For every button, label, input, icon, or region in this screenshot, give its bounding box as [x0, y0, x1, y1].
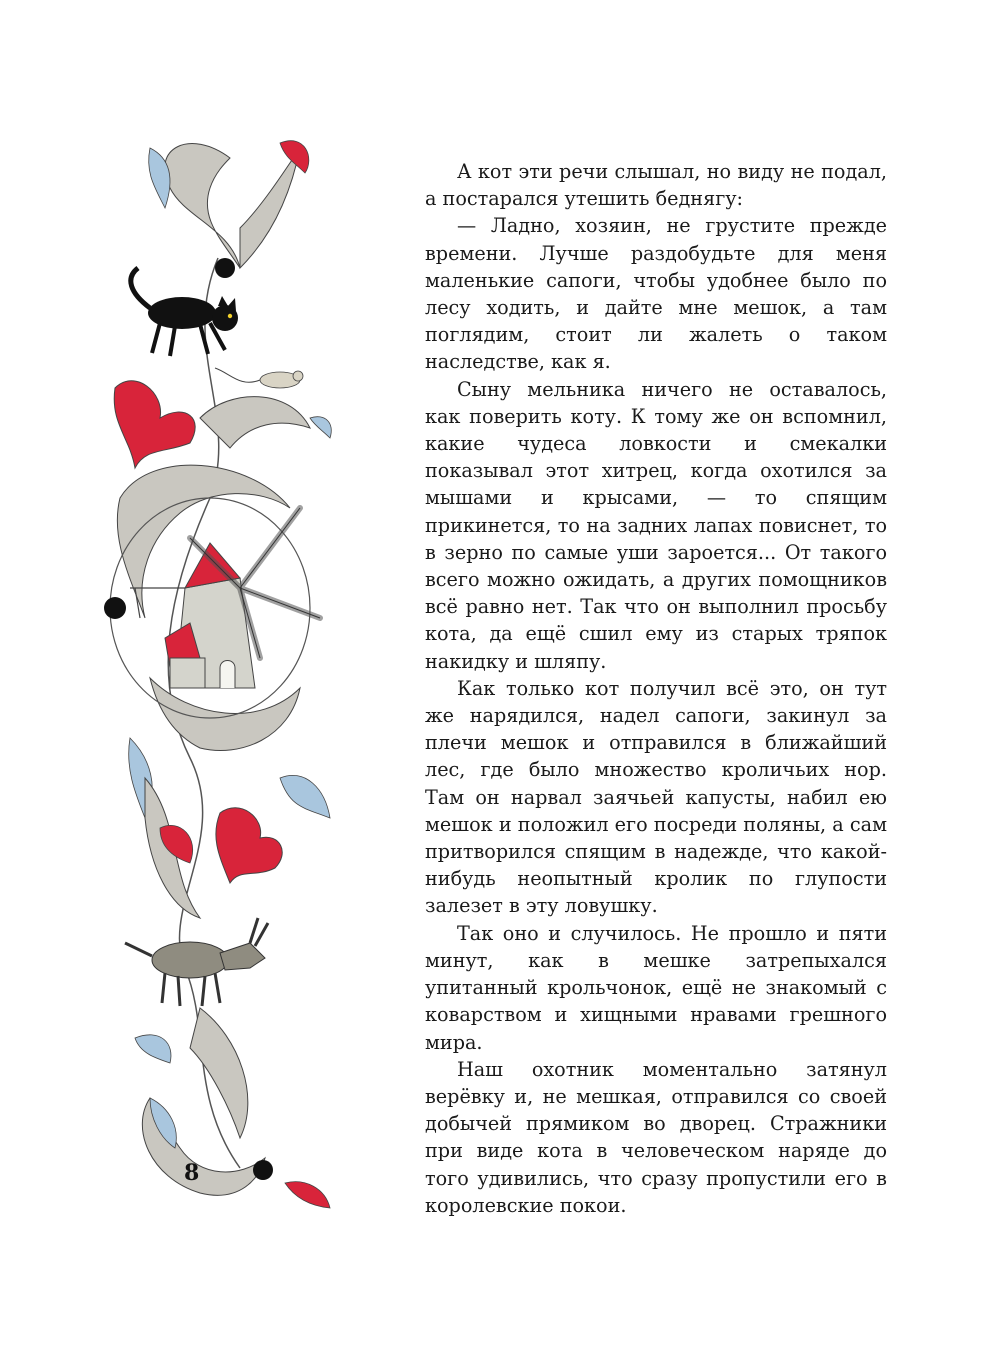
red-leaf — [285, 1182, 330, 1208]
red-lily — [114, 381, 195, 468]
floral-ornament-illustration — [90, 118, 350, 1218]
gray-scroll-leaf — [165, 144, 240, 268]
donkey-figure — [125, 918, 268, 1006]
paragraph: Как только кот получил всё это, он тут же нарядился, надел сапоги, закинул за плечи мешок и отправился в ближайший лес, где было множество кроличьих нор. Там он нарвал заячьей капусты, набил ею мешок и положил его посреди поляны, а сам притворился спящим в надежде, что какой-нибудь неопытный кролик по глупости залезет в эту ловушку. — [425, 676, 887, 918]
black-dot — [253, 1160, 273, 1180]
gray-scroll-leaf — [200, 397, 310, 448]
black-dot — [104, 597, 126, 619]
paragraph: Сыну мельника ничего не оставалось, как поверить коту. К тому же он вспомнил, какие чудеса ловкости и смекалки показывал этот хитрец, когда охотился за мышами и крысами, — то спящим прикинется, то на задних лапах повиснет, то в зерно по самые уши зароется... От такого всего можно ожидать, а других помощников всё равно нет. Так что он выполнил просьбу кота, да ещё сшил ему из старых тряпок накидку и шляпу. — [425, 377, 887, 673]
black-dot — [215, 258, 235, 278]
page-number: 8 — [184, 1160, 200, 1186]
blue-leaf — [135, 1035, 171, 1063]
paragraph: Так оно и случилось. Не прошло и пяти минут, как в мешке затрепыхался упитанный крольчонок, ещё не знакомый с коварством и хищными нравами грешного мира. — [425, 921, 887, 1054]
black-cat-figure — [131, 268, 238, 356]
blue-leaf — [310, 417, 331, 438]
gray-scroll-leaf — [240, 148, 300, 268]
paragraph: А кот эти речи слышал, но виду не подал, а постарался утешить беднягу: — [425, 160, 887, 211]
paragraph: Наш охотник моментально затянул верёвку и, не мешкая, отправился со своей добычей прямиком во дворец. Стражники при виде кота в человеческом наряде до того удивились, что сразу пропустили его в королевские покои. — [425, 1057, 887, 1217]
blue-leaf — [280, 775, 330, 818]
gray-scroll-leaf — [190, 1008, 248, 1138]
red-lily — [216, 808, 282, 883]
mouse-figure — [215, 368, 303, 388]
paragraph: — Ладно, хозяин, не грустите прежде времени. Лучше раздобудьте для меня маленькие сапоги, чтобы удобнее было по лесу ходить, и дайте мне мешок, а там поглядим, стоит ли жалеть о таком наследстве, как я. — [425, 214, 887, 374]
story-text — [425, 158, 887, 1219]
